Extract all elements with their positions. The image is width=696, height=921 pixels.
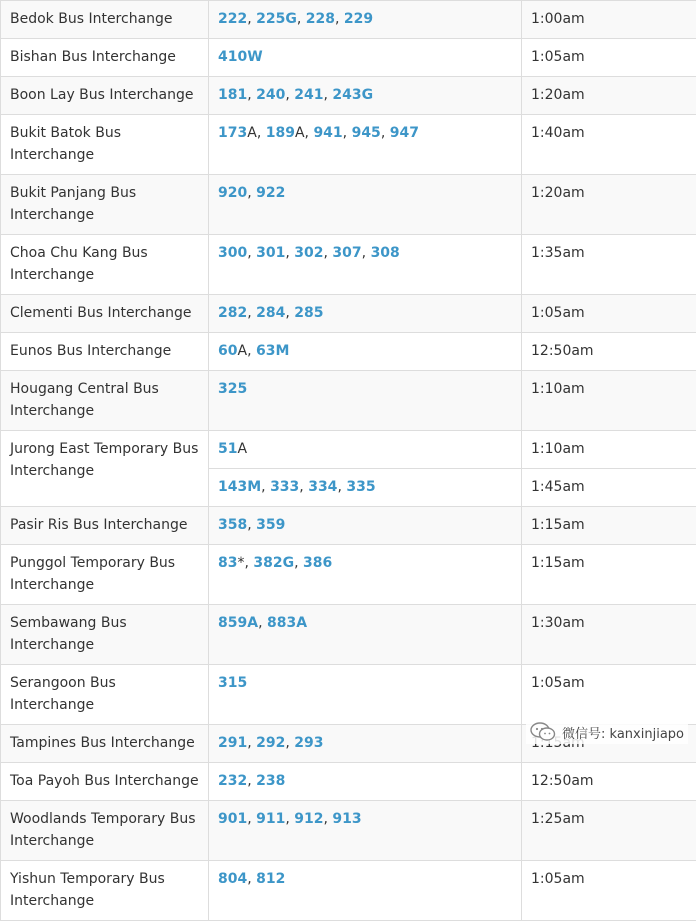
last-departure-time: 1:35am <box>522 235 696 295</box>
last-departure-time: 12:50am <box>522 333 696 371</box>
bus-services-cell <box>209 725 522 763</box>
bus-service-link[interactable]: 913 <box>332 811 361 827</box>
table-row <box>1 1 696 39</box>
bus-service-link[interactable]: 334 <box>308 479 337 495</box>
bus-service-link[interactable]: 941 <box>313 125 342 141</box>
table-row <box>1 545 696 605</box>
last-departure-time: 1:05am <box>522 665 696 725</box>
separator: , <box>261 479 270 495</box>
bus-services-cell <box>209 371 522 431</box>
bus-service-link[interactable]: 285 <box>294 305 323 321</box>
separator: , <box>294 555 303 571</box>
bus-services-cell <box>209 431 522 469</box>
bus-service-link[interactable]: 181 <box>218 87 247 103</box>
separator: , <box>285 735 294 751</box>
watermark <box>526 720 688 744</box>
bus-service-link[interactable]: 60 <box>218 343 237 359</box>
table-row <box>1 665 696 725</box>
wechat-icon <box>530 722 556 742</box>
bus-service-link[interactable]: 333 <box>270 479 299 495</box>
interchange-name: Sembawang Bus Interchange <box>1 605 209 665</box>
interchange-name: Bedok Bus Interchange <box>1 1 209 39</box>
bus-service-link[interactable]: 901 <box>218 811 247 827</box>
bus-service-link[interactable]: 284 <box>256 305 285 321</box>
table-row <box>1 333 696 371</box>
bus-service-link[interactable]: 228 <box>306 11 335 27</box>
separator: , <box>247 11 256 27</box>
bus-service-link[interactable]: 302 <box>294 245 323 261</box>
separator: , <box>335 11 344 27</box>
bus-service-link[interactable]: 292 <box>256 735 285 751</box>
bus-service-link[interactable]: 912 <box>294 811 323 827</box>
bus-service-link[interactable]: 229 <box>344 11 373 27</box>
interchange-name: Jurong East Temporary Bus Interchange <box>1 431 209 507</box>
bus-services-cell <box>209 115 522 175</box>
separator: , <box>247 871 256 887</box>
bus-service-link[interactable]: 922 <box>256 185 285 201</box>
bus-services-cell <box>209 39 522 77</box>
separator: , <box>324 245 333 261</box>
bus-service-link[interactable]: 83 <box>218 555 237 571</box>
separator: , <box>285 245 294 261</box>
last-departure-time: 1:05am <box>522 39 696 77</box>
bus-service-link[interactable]: 63M <box>256 343 289 359</box>
last-departure-time: 1:40am <box>522 115 696 175</box>
separator: , <box>247 343 256 359</box>
bus-service-link[interactable]: 945 <box>352 125 381 141</box>
last-departure-time: 1:00am <box>522 1 696 39</box>
bus-service-link[interactable]: 358 <box>218 517 247 533</box>
separator: , <box>381 125 390 141</box>
bus-services-cell <box>209 507 522 545</box>
service-suffix: A <box>237 343 247 359</box>
bus-service-link[interactable]: 240 <box>256 87 285 103</box>
bus-services-cell <box>209 861 522 921</box>
service-suffix: A <box>247 125 257 141</box>
bus-service-link[interactable]: 382G <box>253 555 294 571</box>
separator: , <box>244 555 253 571</box>
bus-services-cell <box>209 295 522 333</box>
separator: , <box>247 811 256 827</box>
separator: , <box>362 245 371 261</box>
interchange-name: Pasir Ris Bus Interchange <box>1 507 209 545</box>
separator: , <box>258 615 267 631</box>
separator: , <box>324 87 333 103</box>
bus-service-link[interactable]: 222 <box>218 11 247 27</box>
last-departure-time: 1:45am <box>522 469 696 507</box>
bus-service-link[interactable]: 238 <box>256 773 285 789</box>
bus-service-link[interactable]: 282 <box>218 305 247 321</box>
bus-service-link[interactable]: 410W <box>218 49 263 65</box>
last-departure-time: 1:10am <box>522 431 696 469</box>
bus-service-link[interactable]: 243G <box>332 87 373 103</box>
separator: , <box>285 811 294 827</box>
separator: , <box>247 773 256 789</box>
service-suffix: * <box>237 555 244 571</box>
interchange-name: Eunos Bus Interchange <box>1 333 209 371</box>
bus-services-cell <box>209 763 522 801</box>
bus-service-link[interactable]: 225G <box>256 11 297 27</box>
table-row <box>1 371 696 431</box>
bus-services-cell <box>209 545 522 605</box>
interchange-name: Bukit Panjang Bus Interchange <box>1 175 209 235</box>
separator: , <box>305 125 314 141</box>
last-departure-time: 1:20am <box>522 77 696 115</box>
bus-services-cell <box>209 1 522 39</box>
bus-service-link[interactable]: 911 <box>256 811 285 827</box>
last-departure-time: 12:50am <box>522 763 696 801</box>
table-row <box>1 763 696 801</box>
interchange-name: Yishun Temporary Bus Interchange <box>1 861 209 921</box>
separator: , <box>247 735 256 751</box>
interchange-name: Bishan Bus Interchange <box>1 39 209 77</box>
last-departure-time: 1:15am <box>522 545 696 605</box>
bus-services-cell <box>209 235 522 295</box>
table-row <box>1 507 696 545</box>
table-row <box>1 175 696 235</box>
last-departure-time: 1:25am <box>522 801 696 861</box>
bus-service-link[interactable]: 315 <box>218 675 247 691</box>
separator: , <box>337 479 346 495</box>
interchange-name: Tampines Bus Interchange <box>1 725 209 763</box>
separator: , <box>285 87 294 103</box>
bus-service-link[interactable]: 947 <box>390 125 419 141</box>
bus-service-link[interactable]: 143M <box>218 479 261 495</box>
bus-service-link[interactable]: 232 <box>218 773 247 789</box>
bus-service-link[interactable]: 189 <box>266 125 295 141</box>
bus-services-cell <box>209 605 522 665</box>
last-departure-time: 1:20am <box>522 175 696 235</box>
interchange-name: Choa Chu Kang Bus Interchange <box>1 235 209 295</box>
watermark-label: 微信号: kanxinjiapo <box>562 723 684 742</box>
table-row <box>1 605 696 665</box>
bus-services-cell <box>209 333 522 371</box>
table-row <box>1 39 696 77</box>
bus-service-link[interactable]: 859A <box>218 615 258 631</box>
bus-service-link[interactable]: 293 <box>294 735 323 751</box>
table-row <box>1 115 696 175</box>
bus-service-link[interactable]: 325 <box>218 381 247 397</box>
bus-service-link[interactable]: 173 <box>218 125 247 141</box>
separator: , <box>247 87 256 103</box>
table-row <box>1 431 696 469</box>
bus-services-cell <box>209 77 522 115</box>
bus-services-cell <box>209 801 522 861</box>
bus-service-link[interactable]: 335 <box>346 479 375 495</box>
interchange-name: Serangoon Bus Interchange <box>1 665 209 725</box>
last-departure-time: 1:30am <box>522 605 696 665</box>
interchange-name: Boon Lay Bus Interchange <box>1 77 209 115</box>
bus-services-cell <box>209 175 522 235</box>
interchange-name: Bukit Batok Bus Interchange <box>1 115 209 175</box>
interchange-name: Toa Payoh Bus Interchange <box>1 763 209 801</box>
table-row <box>1 801 696 861</box>
table-row <box>1 861 696 921</box>
separator: , <box>285 305 294 321</box>
separator: , <box>324 811 333 827</box>
table-row <box>1 235 696 295</box>
bus-service-link[interactable]: 300 <box>218 245 247 261</box>
table-row <box>1 77 696 115</box>
last-departure-time: 1:15am <box>522 507 696 545</box>
bus-services-cell <box>209 469 522 507</box>
separator: , <box>257 125 266 141</box>
bus-service-link[interactable]: 307 <box>332 245 361 261</box>
bus-service-link[interactable]: 301 <box>256 245 285 261</box>
interchange-name: Woodlands Temporary Bus Interchange <box>1 801 209 861</box>
bus-service-link[interactable]: 920 <box>218 185 247 201</box>
separator: , <box>297 11 306 27</box>
interchange-name: Clementi Bus Interchange <box>1 295 209 333</box>
table-row <box>1 295 696 333</box>
bus-service-link[interactable]: 386 <box>303 555 332 571</box>
bus-service-link[interactable]: 883A <box>267 615 307 631</box>
last-departure-time: 1:05am <box>522 861 696 921</box>
bus-services-cell <box>209 665 522 725</box>
bus-service-link[interactable]: 51 <box>218 441 237 457</box>
last-departure-time: 1:05am <box>522 295 696 333</box>
interchange-name: Punggol Temporary Bus Interchange <box>1 545 209 605</box>
last-departure-time: 1:10am <box>522 371 696 431</box>
service-suffix: A <box>295 125 305 141</box>
service-suffix: A <box>237 441 247 457</box>
interchange-name: Hougang Central Bus Interchange <box>1 371 209 431</box>
bus-service-link[interactable]: 291 <box>218 735 247 751</box>
bus-service-link[interactable]: 308 <box>371 245 400 261</box>
separator: , <box>299 479 308 495</box>
separator: , <box>247 305 256 321</box>
separator: , <box>247 245 256 261</box>
bus-service-link[interactable]: 804 <box>218 871 247 887</box>
separator: , <box>343 125 352 141</box>
separator: , <box>247 185 256 201</box>
bus-service-link[interactable]: 359 <box>256 517 285 533</box>
bus-service-link[interactable]: 241 <box>294 87 323 103</box>
separator: , <box>247 517 256 533</box>
bus-service-link[interactable]: 812 <box>256 871 285 887</box>
